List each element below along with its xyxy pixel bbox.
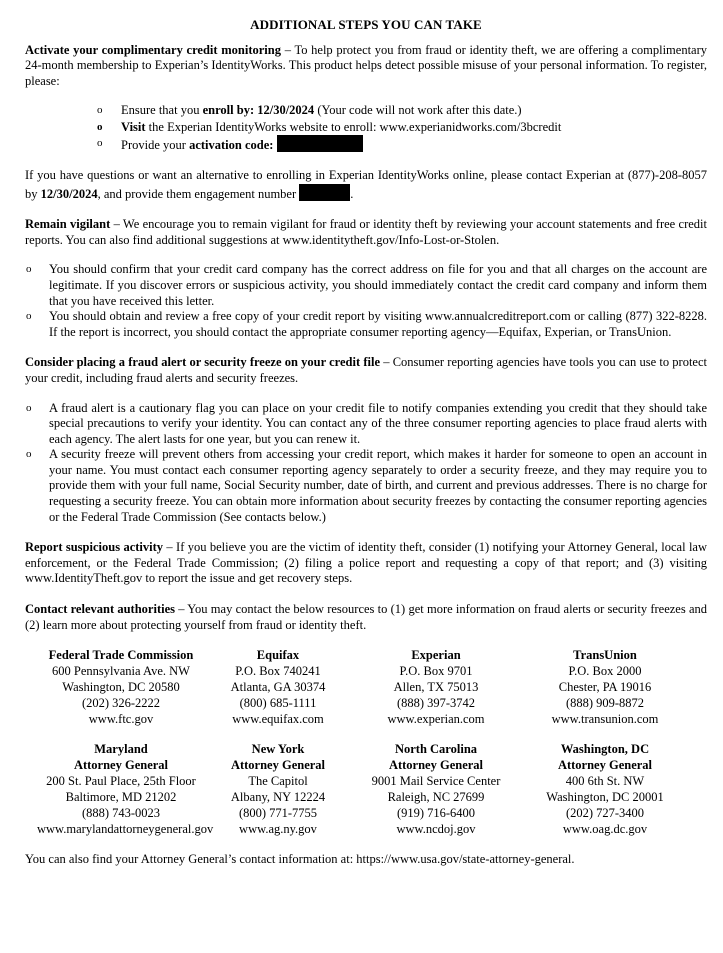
contact-address: P.O. Box 2000 (568, 664, 642, 679)
vigilant-heading: Remain vigilant (25, 217, 111, 232)
contact-new-york-ag (205, 741, 351, 837)
contact-name: TransUnion (573, 648, 637, 663)
questions-date: 12/30/2024 (40, 186, 98, 201)
freeze-body: – Consumer reporting agencies have tools you can use to protect your credit, including fraud alerts and security freezes. (25, 355, 707, 385)
contact-city: Chester, PA 19016 (558, 680, 652, 695)
contact-website: www.transunion.com (551, 712, 659, 727)
vigilant-paragraph (25, 217, 707, 248)
contact-address: 200 St. Paul Place, 25th Floor (46, 774, 196, 789)
contact-website: www.marylandattorneygeneral.gov (37, 822, 214, 837)
item-text: You should obtain and review a free copy of your credit report by visiting www.annualcreditreport.com or calling (877) 322-8228. If the report is incorrect, you should contact the appropriate consumer reporting agency—Equifax, Experian, or TransUnion. (49, 309, 707, 339)
contact-website: www.equifax.com (232, 712, 324, 727)
enroll-steps-list (97, 102, 707, 153)
contact-name: Equifax (256, 648, 300, 663)
redacted-activation-code (277, 135, 363, 152)
activate-body: – To help protect you from fraud or identity theft, we are offering a complimentary 24-month membership to Experian’s IdentityWorks. This product helps detect possible misuse of your personal information. To register, please: (25, 42, 708, 88)
item-text: You should confirm that your credit card company has the correct address on file for you and that all charges on the account are legitimate. If you discover errors or suspicious activity, you should immediately contact the credit card company and inform them that you have received this letter. (49, 262, 707, 308)
contact-city: Washington, DC 20580 (62, 680, 180, 695)
contact-phone: (202) 326-2222 (81, 696, 161, 711)
questions-text: If you have questions or want an alternative to enrolling in Experian IdentityWorks online, please contact Experian at (877)-208-8057 by (25, 167, 707, 201)
contact-city: Atlanta, GA 30374 (230, 680, 326, 695)
list-item (97, 119, 707, 135)
contact-phone: (800) 771-7755 (238, 806, 318, 821)
bullet-icon: o (97, 120, 103, 133)
contact-phone: (888) 397-3742 (396, 696, 476, 711)
contact-name: Attorney General (388, 758, 484, 773)
bullet-icon: o (97, 104, 103, 117)
contact-city: Albany, NY 12224 (230, 790, 326, 805)
contact-city: Raleigh, NC 27699 (387, 790, 485, 805)
contacts-grid (37, 647, 707, 837)
authorities-paragraph (25, 602, 707, 633)
list-item (97, 102, 707, 118)
contact-name: North Carolina (394, 742, 478, 757)
contact-ftc (37, 647, 205, 727)
contact-north-carolina-ag (351, 741, 521, 837)
freeze-heading: Consider placing a fraud alert or security freeze on your credit file (25, 355, 381, 370)
questions-text: , and provide them engagement number (97, 186, 300, 201)
contact-maryland-ag (37, 741, 214, 837)
contact-washington-dc-ag (521, 741, 689, 837)
redacted-engagement-number (299, 184, 350, 201)
bullet-icon: o (97, 136, 103, 149)
contact-name: Washington, DC (560, 742, 650, 757)
contact-website: www.experian.com (387, 712, 485, 727)
contact-address: The Capitol (248, 774, 308, 789)
list-item (25, 262, 707, 309)
contact-website: www.ag.ny.gov (239, 822, 317, 837)
contact-name: Attorney General (557, 758, 653, 773)
bullet-icon: o (26, 310, 32, 323)
authorities-body: – You may contact the below resources to (1) get more information on fraud alerts or security freezes and (2) learn more about protecting yourself from fraud or identity theft. (25, 602, 708, 632)
list-item (25, 401, 707, 448)
authorities-heading: Contact relevant authorities (25, 602, 175, 617)
contact-experian (351, 647, 521, 727)
freeze-paragraph (25, 355, 707, 386)
contact-name: Experian (411, 648, 461, 663)
contact-website: www.ncdoj.gov (396, 822, 476, 837)
page-title: ADDITIONAL STEPS YOU CAN TAKE (250, 17, 482, 32)
footer-note: You can also find your Attorney General’s contact information at: https://www.usa.gov/state-attorney-general. (25, 852, 575, 867)
contact-address: 9001 Mail Service Center (371, 774, 501, 789)
contact-address: P.O. Box 9701 (399, 664, 473, 679)
enroll-deadline: enroll by: 12/30/2024 (202, 103, 315, 118)
suspicious-body: – If you believe you are the victim of identity theft, consider (1) notifying your Attorney General, local law enforcement, or the Federal Trade Commission; (2) filing a police report and requesting a copy of that report; and (3) visiting www.IdentityTheft.gov to report the issue and get recovery steps. (25, 540, 708, 586)
bullet-icon: o (26, 263, 32, 276)
contact-city: Baltimore, MD 21202 (65, 790, 177, 805)
activation-code-label: activation code: (189, 137, 274, 152)
contact-address: 600 Pennsylvania Ave. NW (52, 664, 190, 679)
contact-phone: (888) 909-8872 (565, 696, 645, 711)
contact-city: Washington, DC 20001 (546, 790, 664, 805)
contact-name: Maryland (94, 742, 148, 757)
contact-equifax (205, 647, 351, 727)
contact-name: Attorney General (230, 758, 326, 773)
activate-paragraph (25, 43, 707, 90)
suspicious-paragraph (25, 540, 707, 587)
item-text: A security freeze will prevent others from accessing your credit report, which makes it harder for someone to open an account in your name. You must contact each consumer reporting agency separately to order a security freeze, and they may require you to provide them with your full name, Social Security number, date of birth, and current and previous addresses. There is no charge for requesting a security freeze. You can obtain more information about security freezes by contacting the consumer reporting agencies or the Federal Trade Commission (See contacts below.) (49, 447, 707, 524)
contact-phone: (202) 727-3400 (565, 806, 645, 821)
contact-name: Federal Trade Commission (48, 648, 194, 663)
list-item (97, 135, 707, 153)
contact-name: Attorney General (73, 758, 169, 773)
vigilant-list (25, 262, 707, 340)
contact-name: New York (251, 742, 305, 757)
freeze-list (25, 401, 707, 526)
questions-paragraph (25, 168, 707, 202)
list-item (25, 309, 707, 340)
activate-heading: Activate your complimentary credit monitoring (25, 42, 281, 57)
contact-website: www.ftc.gov (88, 712, 154, 727)
bullet-icon: o (26, 401, 32, 414)
contact-address: 400 6th St. NW (565, 774, 645, 789)
contact-phone: (919) 716-6400 (396, 806, 476, 821)
contact-website: www.oag.dc.gov (562, 822, 648, 837)
visit-label: Visit (121, 119, 146, 134)
item-text: Ensure that you (121, 103, 203, 118)
contact-phone: (800) 685-1111 (239, 696, 317, 711)
enroll-website-text: the Experian IdentityWorks website to enroll: www.experianidworks.com/3bcredit (145, 119, 562, 134)
suspicious-heading: Report suspicious activity (25, 540, 164, 555)
contact-city: Allen, TX 75013 (393, 680, 479, 695)
item-text: Provide your (121, 137, 190, 152)
questions-text: . (350, 186, 354, 201)
list-item (25, 447, 707, 525)
item-text: A fraud alert is a cautionary flag you can place on your credit file to notify companies extending you credit that they should take special precautions to verify your identity. You can contact any of the three consumer reporting agencies to place fraud alerts with each agency. The alert lasts for one year, but you can renew it. (49, 400, 707, 446)
contact-address: P.O. Box 740241 (235, 664, 321, 679)
vigilant-body: – We encourage you to remain vigilant for fraud or identity theft by reviewing your account statements and free credit reports. You can also find additional suggestions at www.identitytheft.gov/Info-Lost-or-Stolen. (25, 217, 707, 247)
bullet-icon: o (26, 448, 32, 461)
contact-phone: (888) 743-0023 (81, 806, 161, 821)
contact-transunion (521, 647, 689, 727)
item-text: (Your code will not work after this date.) (314, 103, 522, 118)
